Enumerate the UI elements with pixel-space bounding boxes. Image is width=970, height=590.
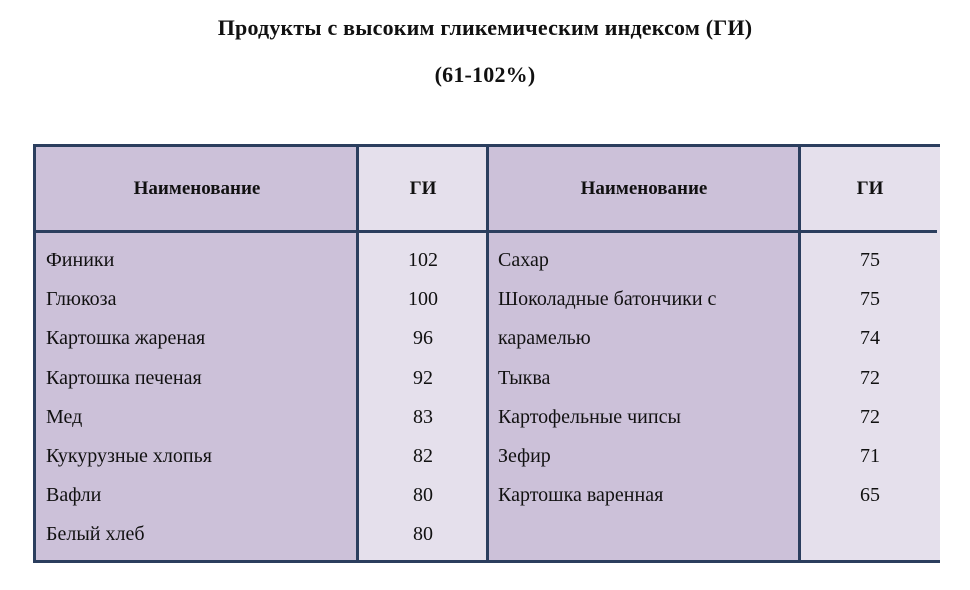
table-cell-name: Картошка варенная (498, 484, 664, 507)
table-cell-gi: 72 (860, 405, 880, 428)
table-cell-gi: 83 (413, 405, 433, 428)
table-cell-name: Тыква (498, 366, 551, 389)
table-cell-name: Картошка жареная (46, 327, 206, 350)
table-cell-gi: 102 (408, 249, 438, 271)
table-cell-name: Финики (46, 249, 115, 271)
column-name-right (488, 147, 800, 560)
table-cell-gi: 80 (413, 523, 433, 546)
table-cell-name: Вафли (46, 484, 102, 507)
table-cell-name: Картофельные чипсы (498, 405, 681, 428)
table-cell-gi: 82 (413, 444, 433, 467)
header-name-left: Наименование (133, 178, 261, 199)
page-title: Продукты с высоким гликемическим индексом (ГИ) (217, 15, 753, 40)
table-cell-gi: 65 (860, 484, 880, 507)
column-gi-right (800, 147, 940, 560)
header-divider (36, 230, 937, 233)
table-cell-name: Картошка печеная (46, 366, 202, 389)
table-cell-gi: 100 (408, 288, 438, 311)
table-cell-gi: 72 (860, 366, 880, 389)
table-cell-name: Глюкоза (46, 288, 117, 311)
table-cell-gi: 92 (413, 366, 433, 389)
table-cell-gi: 74 (860, 327, 880, 350)
table-cell-name: карамелью (498, 327, 591, 350)
table-cell-gi: 80 (413, 484, 433, 507)
table-cell-gi: 71 (860, 444, 880, 467)
table-cell-gi: 75 (860, 249, 880, 271)
table-cell-name: Кукурузные хлопья (46, 444, 212, 467)
header-name-right: Наименование (580, 178, 708, 199)
header-gi-left: ГИ (409, 178, 437, 199)
column-gi-left (358, 147, 488, 560)
table-cell-name: Белый хлеб (46, 523, 145, 546)
column-divider (356, 147, 359, 560)
column-name-left (36, 147, 358, 560)
table-cell-gi: 75 (860, 288, 880, 311)
table-cell-name: Шоколадные батончики с (498, 288, 717, 311)
table-cell-gi: 96 (413, 327, 433, 350)
table-cell-name: Зефир (498, 444, 551, 467)
table-cell-name: Сахар (498, 249, 549, 271)
table-cell-name: Мед (46, 405, 83, 428)
column-divider (486, 147, 489, 560)
gi-table (33, 144, 940, 563)
column-divider (798, 147, 801, 560)
page-subtitle: (61-102%) (434, 62, 536, 87)
header-gi-right: ГИ (856, 178, 884, 199)
